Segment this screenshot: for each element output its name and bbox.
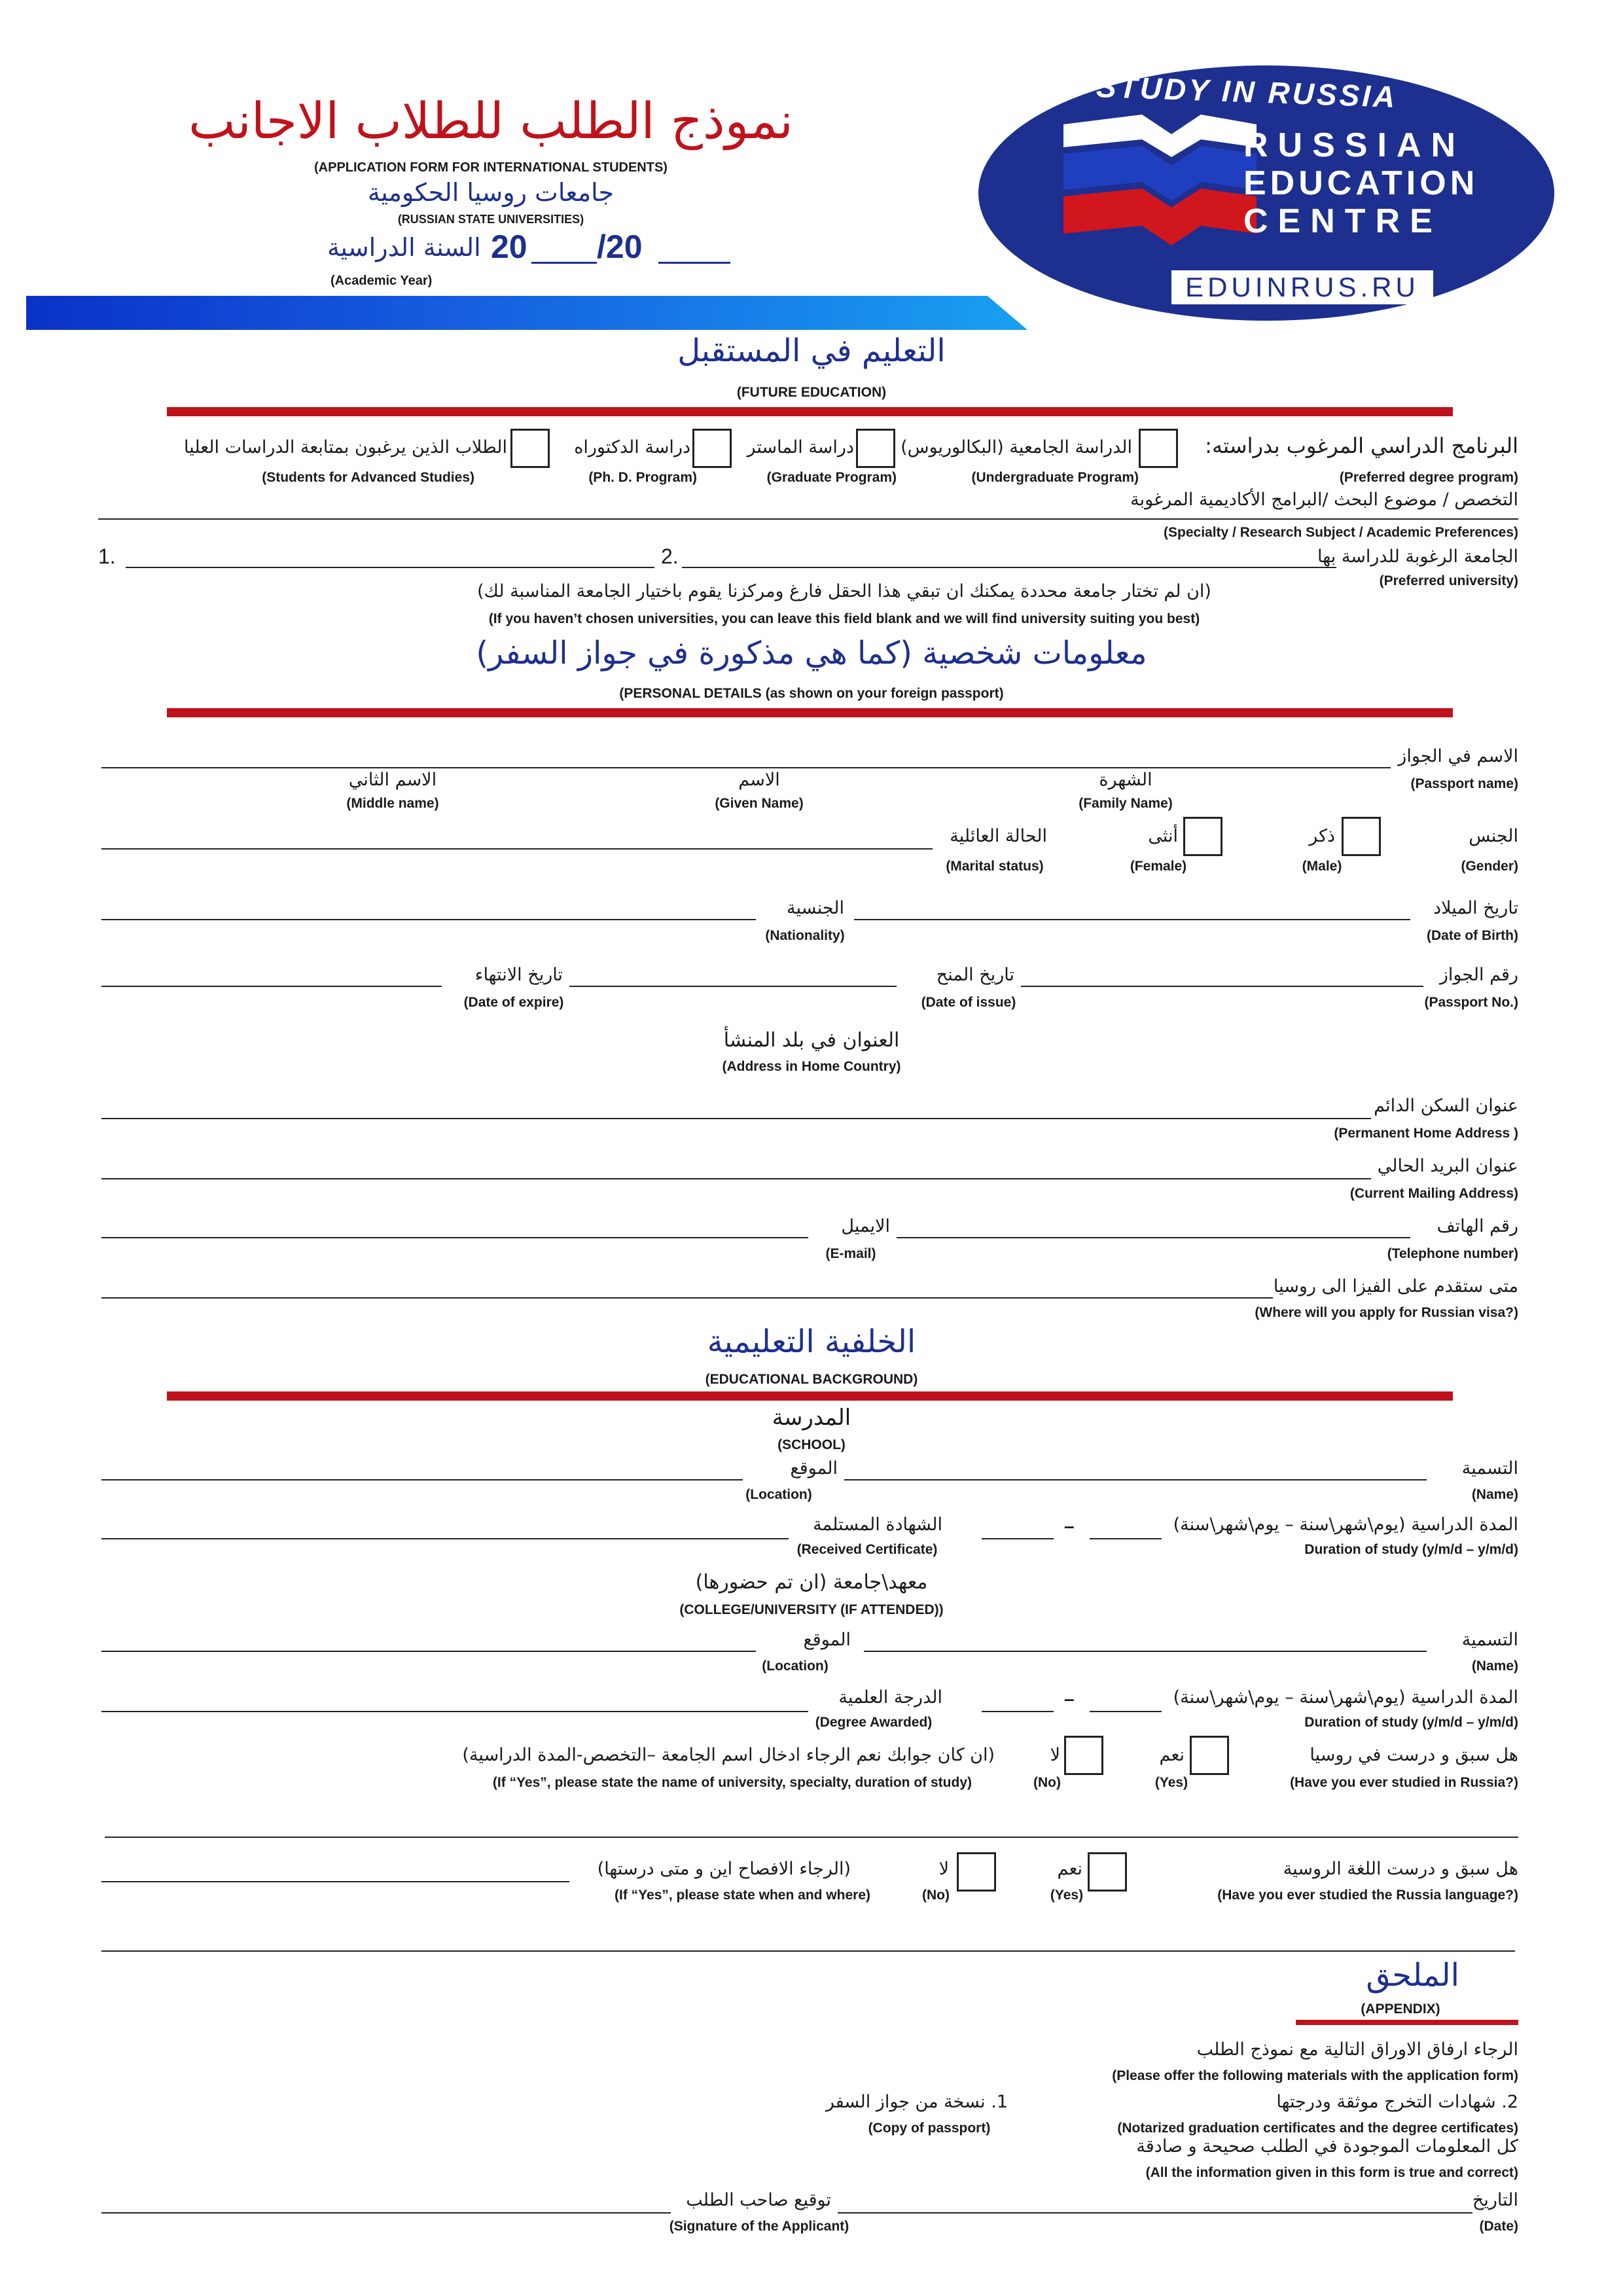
dob-input[interactable] xyxy=(854,919,1410,920)
school-duration-from-input[interactable] xyxy=(982,1538,1054,1539)
appendix-title-en: (APPENDIX) xyxy=(1361,2001,1440,2017)
middle-name-en: (Middle name) xyxy=(346,796,439,811)
future-title-ar: التعليم في المستقبل xyxy=(677,332,946,369)
date-label-ar: التاريخ xyxy=(1472,2190,1518,2210)
school-duration-label-ar: المدة الدراسية (يوم\شهر\سنة – يوم\شهر\سنة) xyxy=(1173,1515,1518,1535)
appendix-item2-en: (Notarized graduation certificates and the degree certificates) xyxy=(1117,2121,1518,2136)
school-title-ar: المدرسة xyxy=(772,1405,851,1431)
issue-label-en: (Date of issue) xyxy=(921,995,1016,1010)
signature-label-en: (Signature of the Applicant) xyxy=(669,2219,849,2234)
subtitle-en: (RUSSIAN STATE UNIVERSITIES) xyxy=(397,213,584,226)
logo-line1: RUSSIAN xyxy=(1243,126,1466,164)
specialty-label-en: (Specialty / Research Subject / Academic Preferences) xyxy=(1164,525,1518,540)
visa-label-en: (Where will you apply for Russian visa?) xyxy=(1255,1305,1518,1320)
russian-language-note-en: (If “Yes”, please state when and where) xyxy=(615,1888,870,1903)
passport-name-label-ar: الاسم في الجواز xyxy=(1398,746,1518,766)
year-blank-1[interactable] xyxy=(531,262,597,264)
school-location-label-en: (Location) xyxy=(745,1487,812,1502)
school-location-input[interactable] xyxy=(101,1479,743,1480)
college-title-ar: معهد\جامعة (ان تم حضورها) xyxy=(695,1571,928,1594)
year-blank-2[interactable] xyxy=(658,262,730,264)
phd-checkbox[interactable] xyxy=(692,429,732,468)
academic-year-en: (Academic Year) xyxy=(330,274,433,288)
passport-name-label-en: (Passport name) xyxy=(1410,776,1518,791)
home-address-title-ar: العنوان في بلد المنشأ xyxy=(723,1029,900,1052)
logo-line2: EDUCATION xyxy=(1243,164,1479,202)
marital-label-ar: الحالة العائلية xyxy=(950,826,1047,846)
russian-language-label-ar: هل سبق و درست اللغة الروسية xyxy=(1283,1859,1518,1879)
college-name-input[interactable] xyxy=(864,1651,1427,1652)
dob-label-ar: تاريخ الميلاد xyxy=(1433,898,1518,918)
studied-russia-label-en: (Have you ever studied in Russia?) xyxy=(1290,1775,1518,1790)
permanent-address-label-en: (Permanent Home Address ) xyxy=(1334,1126,1518,1141)
middle-name-ar: الاسم الثاني xyxy=(348,770,437,790)
university-2-input[interactable] xyxy=(682,567,1336,568)
phone-input[interactable] xyxy=(897,1237,1410,1238)
studied-russia-yes-en: (Yes) xyxy=(1154,1775,1188,1790)
given-name-ar: الاسم xyxy=(738,770,780,790)
dob-label-en: (Date of Birth) xyxy=(1427,928,1518,943)
russian-language-no-ar: لا xyxy=(938,1859,949,1879)
date-input[interactable] xyxy=(838,2212,1472,2214)
future-title-en: (FUTURE EDUCATION) xyxy=(736,385,887,400)
passport-no-input[interactable] xyxy=(1021,986,1423,987)
russian-language-note-ar: (الرجاء الافصاح اين و متى درستها) xyxy=(597,1859,851,1879)
year-mid: /20 xyxy=(597,228,643,265)
college-title-en: (COLLEGE/UNIVERSITY (IF ATTENDED)) xyxy=(679,1602,944,1617)
family-name-en: (Family Name) xyxy=(1079,796,1173,811)
expire-input[interactable] xyxy=(101,986,442,987)
univ-note-ar: (ان لم تختار جامعة محددة يمكنك ان تبقي هذا الحقل فارغ ومركزنا يقوم باختيار الجامعة المناسبة لك) xyxy=(477,581,1211,601)
studied-russia-yes-ar: نعم xyxy=(1159,1745,1185,1765)
home-address-title-en: (Address in Home Country) xyxy=(722,1059,901,1074)
graduate-label-en: (Graduate Program) xyxy=(766,470,897,485)
gender-label-en: (Gender) xyxy=(1461,859,1518,874)
date-label-en: (Date) xyxy=(1479,2219,1518,2234)
family-name-ar: الشهرة xyxy=(1099,770,1152,790)
expire-label-ar: تاريخ الانتهاء xyxy=(474,965,563,985)
studied-russia-note-ar: (ان كان جوابك نعم الرجاء ادخال اسم الجامعة –التخصص-المدة الدراسية) xyxy=(462,1745,995,1765)
certificate-label-ar: الشهادة المستلمة xyxy=(813,1515,942,1535)
expire-label-en: (Date of expire) xyxy=(463,995,564,1010)
phd-label-en: (Ph. D. Program) xyxy=(588,470,697,485)
advanced-label-en: (Students for Advanced Studies) xyxy=(262,470,474,485)
logo-arc-text: STUDY IN RUSSIA xyxy=(1096,69,1399,115)
undergrad-label-en: (Undergraduate Program) xyxy=(971,470,1139,485)
school-location-label-ar: الموقع xyxy=(790,1458,838,1479)
college-duration-to-input[interactable] xyxy=(1090,1711,1162,1712)
graduate-label-ar: دراسة الماستر xyxy=(747,437,854,457)
male-checkbox[interactable] xyxy=(1342,817,1381,856)
nationality-label-ar: الجنسية xyxy=(786,898,844,918)
mailing-address-label-en: (Current Mailing Address) xyxy=(1349,1186,1518,1201)
russian-language-inline-input[interactable] xyxy=(101,1881,569,1882)
college-duration-label-en: Duration of study (y/m/d – y/m/d) xyxy=(1304,1715,1518,1730)
permanent-address-input[interactable] xyxy=(101,1118,1371,1119)
college-name-label-en: (Name) xyxy=(1471,1659,1518,1674)
russian-language-yes-en: (Yes) xyxy=(1050,1888,1084,1903)
russian-language-details-input[interactable] xyxy=(101,1950,1515,1952)
studied-russia-label-ar: هل سبق و درست في روسيا xyxy=(1310,1745,1518,1765)
passport-name-input[interactable] xyxy=(101,767,1391,768)
undergrad-checkbox[interactable] xyxy=(1139,429,1178,468)
graduate-checkbox[interactable] xyxy=(856,429,895,468)
studied-russia-no-ar: لا xyxy=(1050,1745,1060,1765)
russian-language-no-checkbox[interactable] xyxy=(957,1852,996,1892)
visa-label-ar: متى ستقدم على الفيزا الى روسيا xyxy=(1273,1276,1518,1297)
school-duration-dash: – xyxy=(1064,1516,1075,1536)
male-label-en: (Male) xyxy=(1302,859,1342,874)
specialty-input-line[interactable] xyxy=(98,518,1518,520)
email-label-ar: الايميل xyxy=(841,1216,890,1236)
studied-russia-note-en: (If “Yes”, please state the name of university, specialty, duration of study) xyxy=(492,1775,972,1790)
college-duration-dash: – xyxy=(1064,1689,1075,1709)
school-duration-to-input[interactable] xyxy=(1090,1538,1162,1539)
studied-russia-yes-checkbox[interactable] xyxy=(1190,1736,1229,1775)
passport-no-label-en: (Passport No.) xyxy=(1424,995,1518,1010)
logo-line3: CENTRE xyxy=(1243,202,1442,240)
program-label-en: (Preferred degree program) xyxy=(1339,470,1518,485)
phone-label-ar: رقم الهاتف xyxy=(1436,1216,1518,1236)
school-title-en: (SCHOOL) xyxy=(777,1437,846,1452)
advanced-checkbox[interactable] xyxy=(510,429,550,468)
education-divider xyxy=(167,1391,1453,1401)
year-prefix: 20 xyxy=(491,228,527,265)
passport-no-label-ar: رقم الجواز xyxy=(1439,965,1518,985)
issue-label-ar: تاريخ المنح xyxy=(936,965,1014,985)
certificate-label-en: (Received Certificate) xyxy=(796,1542,938,1557)
college-name-label-ar: التسمية xyxy=(1461,1630,1518,1650)
nationality-label-en: (Nationality) xyxy=(765,928,845,943)
issue-input[interactable] xyxy=(569,986,897,987)
personal-title-en: (PERSONAL DETAILS (as shown on your foreign passport) xyxy=(619,686,1004,701)
school-name-label-en: (Name) xyxy=(1471,1487,1518,1502)
college-location-label-en: (Location) xyxy=(762,1659,829,1674)
signature-label-ar: توقيع صاحب الطلب xyxy=(686,2190,831,2210)
school-duration-label-en: Duration of study (y/m/d – y/m/d) xyxy=(1304,1542,1518,1557)
school-name-input[interactable] xyxy=(844,1479,1427,1480)
appendix-offer-en: (Please offer the following materials with the application form) xyxy=(1112,2068,1518,2083)
personal-title-ar: معلومات شخصية (كما هي مذكورة في جواز السفر) xyxy=(476,635,1147,672)
college-location-label-ar: الموقع xyxy=(803,1630,851,1650)
female-label-ar: أنثى xyxy=(1148,826,1178,846)
russian-language-no-en: (No) xyxy=(922,1888,950,1903)
subtitle-ar: جامعات روسيا الحكومية xyxy=(367,178,615,207)
mailing-address-input[interactable] xyxy=(101,1178,1371,1179)
marital-input[interactable] xyxy=(101,848,933,850)
studied-russia-details-input[interactable] xyxy=(105,1837,1518,1838)
academic-year-field xyxy=(327,228,733,267)
marital-label-en: (Marital status) xyxy=(946,859,1044,874)
visa-input[interactable] xyxy=(101,1297,1273,1299)
appendix-offer-ar: الرجاء ارفاق الاوراق التالية مع نموذج الطلب xyxy=(1196,2039,1518,2060)
appendix-item1-en: (Copy of passport) xyxy=(868,2121,991,2136)
header-gradient-band xyxy=(26,296,1027,330)
personal-divider xyxy=(167,708,1453,717)
appendix-divider xyxy=(1296,2020,1518,2025)
logo-url: EDUINRUS.RU xyxy=(1185,272,1419,302)
degree-label-en: (Degree Awarded) xyxy=(815,1715,933,1730)
program-label-ar: البرنامج الدراسي المرغوب بدراسته: xyxy=(1205,433,1518,458)
russian-language-label-en: (Have you ever studied the Russia language?) xyxy=(1217,1888,1518,1903)
education-title-en: (EDUCATIONAL BACKGROUND) xyxy=(705,1372,918,1387)
university-num-2: 2. xyxy=(661,545,679,568)
signature-input[interactable] xyxy=(101,2212,671,2214)
phd-label-ar: دراسة الدكتوراه xyxy=(574,437,690,457)
mailing-address-label-ar: عنوان البريد الحالي xyxy=(1377,1156,1518,1176)
degree-input[interactable] xyxy=(101,1711,808,1712)
appendix-true-en: (All the information given in this form is true and correct) xyxy=(1145,2165,1518,2180)
male-label-ar: ذكر xyxy=(1309,826,1335,846)
appendix-title-ar: الملحق xyxy=(1366,1957,1459,1994)
college-duration-from-input[interactable] xyxy=(982,1711,1054,1712)
female-checkbox[interactable] xyxy=(1183,817,1222,856)
form-title-ar: نموذج الطلب للطلاب الاجانب xyxy=(188,92,794,150)
russian-language-yes-ar: نعم xyxy=(1057,1859,1082,1879)
certificate-input[interactable] xyxy=(101,1538,789,1539)
specialty-label-ar: التخصص / موضوع البحث /البرامج الأكاديمية المرغوبة xyxy=(1130,490,1518,510)
univ-label-ar: الجامعة الرغوبة للدراسة بها xyxy=(1317,547,1518,567)
education-title-ar: الخلفية التعليمية xyxy=(707,1323,916,1360)
studied-russia-no-en: (No) xyxy=(1033,1775,1061,1790)
college-duration-label-ar: المدة الدراسية (يوم\شهر\سنة – يوم\شهر\سنة) xyxy=(1173,1687,1518,1708)
given-name-en: (Given Name) xyxy=(715,796,804,811)
email-input[interactable] xyxy=(101,1237,808,1238)
academic-year-ar: السنة الدراسية xyxy=(327,233,481,262)
studied-russia-no-checkbox[interactable] xyxy=(1064,1736,1103,1775)
female-label-en: (Female) xyxy=(1130,859,1187,874)
college-location-input[interactable] xyxy=(101,1651,756,1652)
gender-label-ar: الجنس xyxy=(1469,826,1518,846)
univ-note-en: (If you haven’t chosen universities, you can leave this field blank and we will find university suiting you best) xyxy=(488,611,1200,626)
permanent-address-label-ar: عنوان السكن الدائم xyxy=(1374,1096,1518,1116)
degree-label-ar: الدرجة العلمية xyxy=(838,1687,942,1708)
form-title-en: (APPLICATION FORM FOR INTERNATIONAL STUDENTS) xyxy=(314,160,668,175)
email-label-en: (E-mail) xyxy=(825,1246,876,1261)
appendix-item1-ar: 1. نسخة من جواز السفر xyxy=(825,2092,1008,2112)
undergrad-label-ar: الدراسة الجامعية (البكالوريوس) xyxy=(901,437,1132,457)
appendix-item2-ar: 2. شهادات التخرج موثقة ودرجتها xyxy=(1276,2092,1518,2112)
univ-label-en: (Preferred university) xyxy=(1379,573,1518,588)
university-1-input[interactable] xyxy=(126,567,654,568)
nationality-input[interactable] xyxy=(101,919,756,920)
phone-label-en: (Telephone number) xyxy=(1387,1246,1518,1261)
advanced-label-ar: الطلاب الذين يرغبون بمتابعة الدراسات العليا xyxy=(183,437,507,457)
logo xyxy=(975,62,1558,324)
school-name-label-ar: التسمية xyxy=(1461,1458,1518,1479)
appendix-true-ar: كل المعلومات الموجودة في الطلب صحيحة و صادقة xyxy=(1136,2136,1518,2157)
university-num-1: 1. xyxy=(98,545,116,568)
future-divider xyxy=(167,407,1453,416)
russian-language-yes-checkbox[interactable] xyxy=(1088,1852,1127,1892)
